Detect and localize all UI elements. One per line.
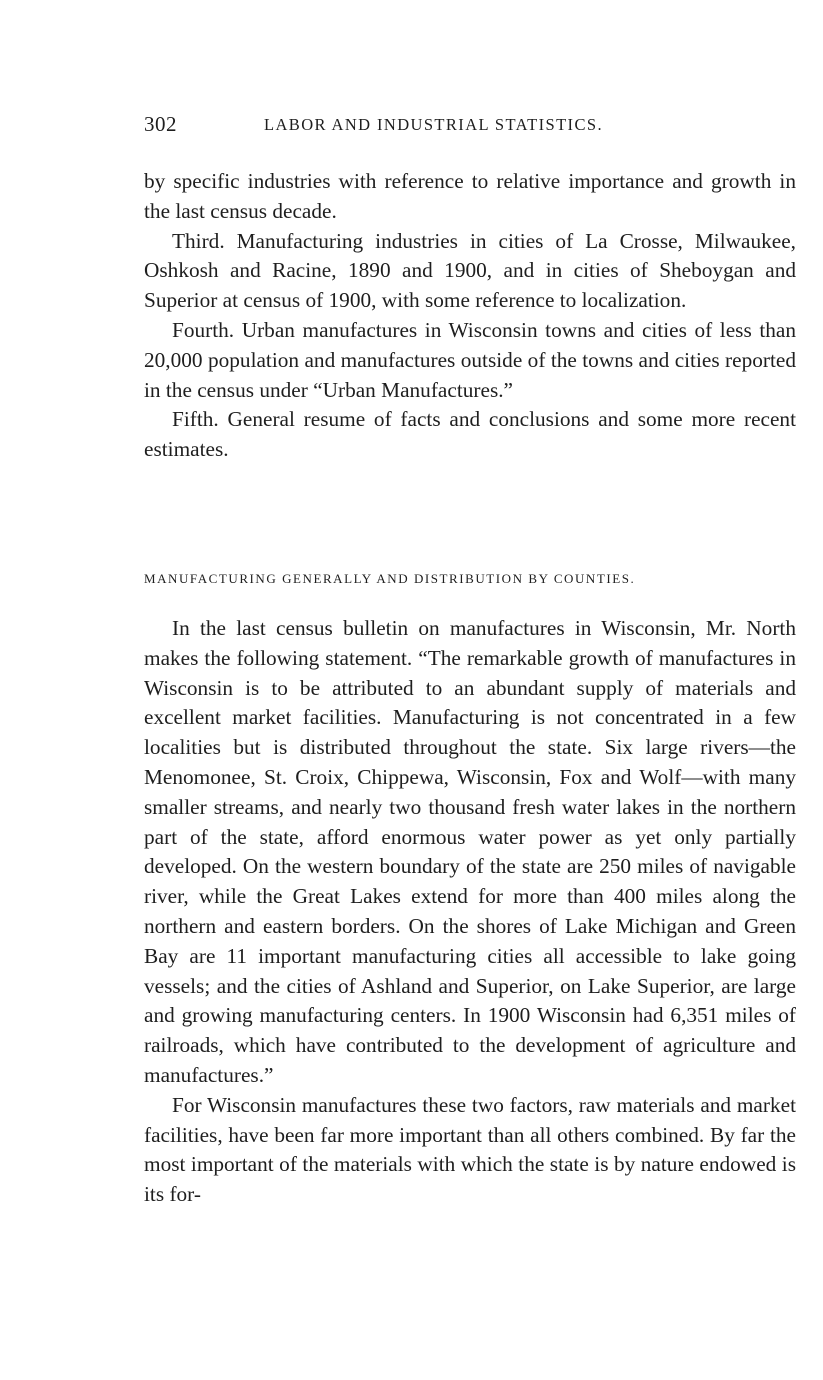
third-item-paragraph: Third. Manufacturing industries in cities of La Crosse, Milwaukee, Oshkosh and Racine, 1890 and 1900, and in cities of Sheboygan and Superior at census of 1900, with some reference to localization. [144, 228, 796, 313]
fifth-item-paragraph: Fifth. General resume of facts and conclusions and some more recent estimates. [144, 407, 796, 462]
intro-text [144, 167, 796, 465]
running-title: LABOR AND INDUSTRIAL STATISTICS. [264, 115, 603, 134]
section-body [144, 614, 796, 1210]
continuation-paragraph: by specific industries with reference to relative importance and growth in the last census decade. [144, 169, 796, 223]
page-number: 302 [144, 112, 177, 136]
quote-paragraph: In the last census bulletin on manufactures in Wisconsin, Mr. North makes the following statement. “The remarkable growth of manufactures in Wisconsin is to be attributed to an abundant supply of materials and excellent market facilities. Manufacturing is not concentrated in a few localities but is distributed throughout the state. Six large rivers—the Menomonee, St. Croix, Chippewa, Wisconsin, Fox and Wolf—with many smaller streams, and nearly two thousand fresh water lakes in the northern part of the state, afford enormous water power as yet only partially developed. On the western boundary of the state are 250 miles of navigable river, while the Great Lakes extend for more than 400 miles along the northern and eastern borders. On the shores of Lake Michigan and Green Bay are 11 important manufacturing cities all accessible to lake going vessels; and the cities of Ashland and Superior, on Lake Superior, are large and growing manufacturing centers. In 1900 Wisconsin had 6,351 miles of railroads, which have contributed to the development of agriculture and manufactures.” [144, 616, 796, 1087]
page-header [144, 112, 796, 140]
fourth-item-paragraph: Fourth. Urban manufactures in Wisconsin towns and cities of less than 20,000 population and manufactures outside of the towns and cities reported in the census under “Urban Manufactures.” [144, 317, 796, 402]
section-heading: MANUFACTURING GENERALLY AND DISTRIBUTION BY COUNTIES. [144, 571, 636, 586]
factors-paragraph: For Wisconsin manufactures these two factors, raw materials and market facilities, have been far more important than all others combined. By far the most important of the materials with which the state is by nature endowed is its for- [144, 1092, 796, 1207]
